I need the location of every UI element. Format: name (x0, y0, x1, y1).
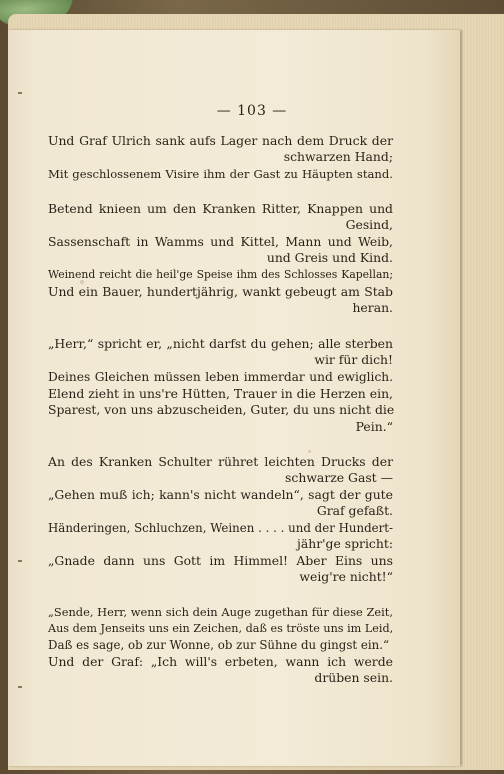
poem-line: Graf gefaßt. (316, 503, 393, 518)
poem-line: Mit geschlossenem Visire ihm der Gast zu Häupten stand. (48, 167, 393, 181)
page-number: — 103 — (216, 103, 288, 119)
poem-text (48, 0, 393, 774)
poem-line: Sparest, von uns abzuscheiden, Guter, du uns nicht die (48, 402, 395, 417)
poem-line: Pein.“ (355, 419, 393, 434)
poem-line: Aus dem Jenseits uns ein Zeichen, daß es tröste uns im Leid, (48, 622, 394, 635)
poem-line: Gesind, (345, 217, 393, 232)
poem-line: „Gnade dann uns Gott im Himmel! Aber Eins uns (48, 553, 393, 568)
poem-line: Und Graf Ulrich sank aufs Lager nach dem Druck der (48, 133, 393, 148)
poem-line: Weinend reicht die heil'ge Speise ihm des Schlosses Kapellan; (48, 268, 393, 281)
poem-line: Deines Gleichen müssen leben immerdar und ewiglich. (48, 370, 393, 384)
gutter-mark (18, 560, 22, 562)
poem-line: schwarzen Hand; (283, 149, 393, 164)
poem-line: Betend knieen um den Kranken Ritter, Knappen und (48, 201, 393, 216)
poem-line: und Greis und Kind. (266, 250, 393, 265)
poem-line: wir für dich! (314, 352, 393, 367)
poem-line: Daß es sage, ob zur Wonne, ob zur Sühne du gingst ein.“ (48, 638, 389, 652)
poem-line: Und der Graf: „Ich will's erbeten, wann ich werde (48, 654, 393, 669)
poem-line: Elend zieht in uns're Hütten, Trauer in die Herzen ein, (48, 386, 393, 401)
gutter-mark (18, 92, 22, 94)
poem-line: jähr'ge spricht: (297, 536, 393, 551)
poem-line: An des Kranken Schulter rühret leichten Drucks der (48, 454, 393, 469)
poem-line: heran. (352, 300, 393, 315)
poem-line: Und ein Bauer, hundertjährig, wankt gebeugt am Stab (48, 284, 393, 299)
poem-line: drüben sein. (314, 670, 393, 685)
poem-line: „Gehen muß ich; kann's nicht wandeln“, sagt der gute (48, 487, 393, 502)
poem-line: schwarze Gast — (285, 470, 393, 485)
poem-line: „Sende, Herr, wenn sich dein Auge zugethan für diese Zeit, (48, 605, 393, 619)
poem-line: Händeringen, Schluchzen, Weinen . . . . und der Hundert- (48, 521, 393, 535)
poem-line: Sassenschaft in Wamms und Kittel, Mann und Weib, (48, 234, 393, 249)
poem-line: weig're nicht!“ (299, 569, 393, 584)
gutter-mark (18, 686, 22, 688)
poem-line: „Herr,“ spricht er, „nicht darfst du gehen; alle sterben (48, 336, 393, 351)
